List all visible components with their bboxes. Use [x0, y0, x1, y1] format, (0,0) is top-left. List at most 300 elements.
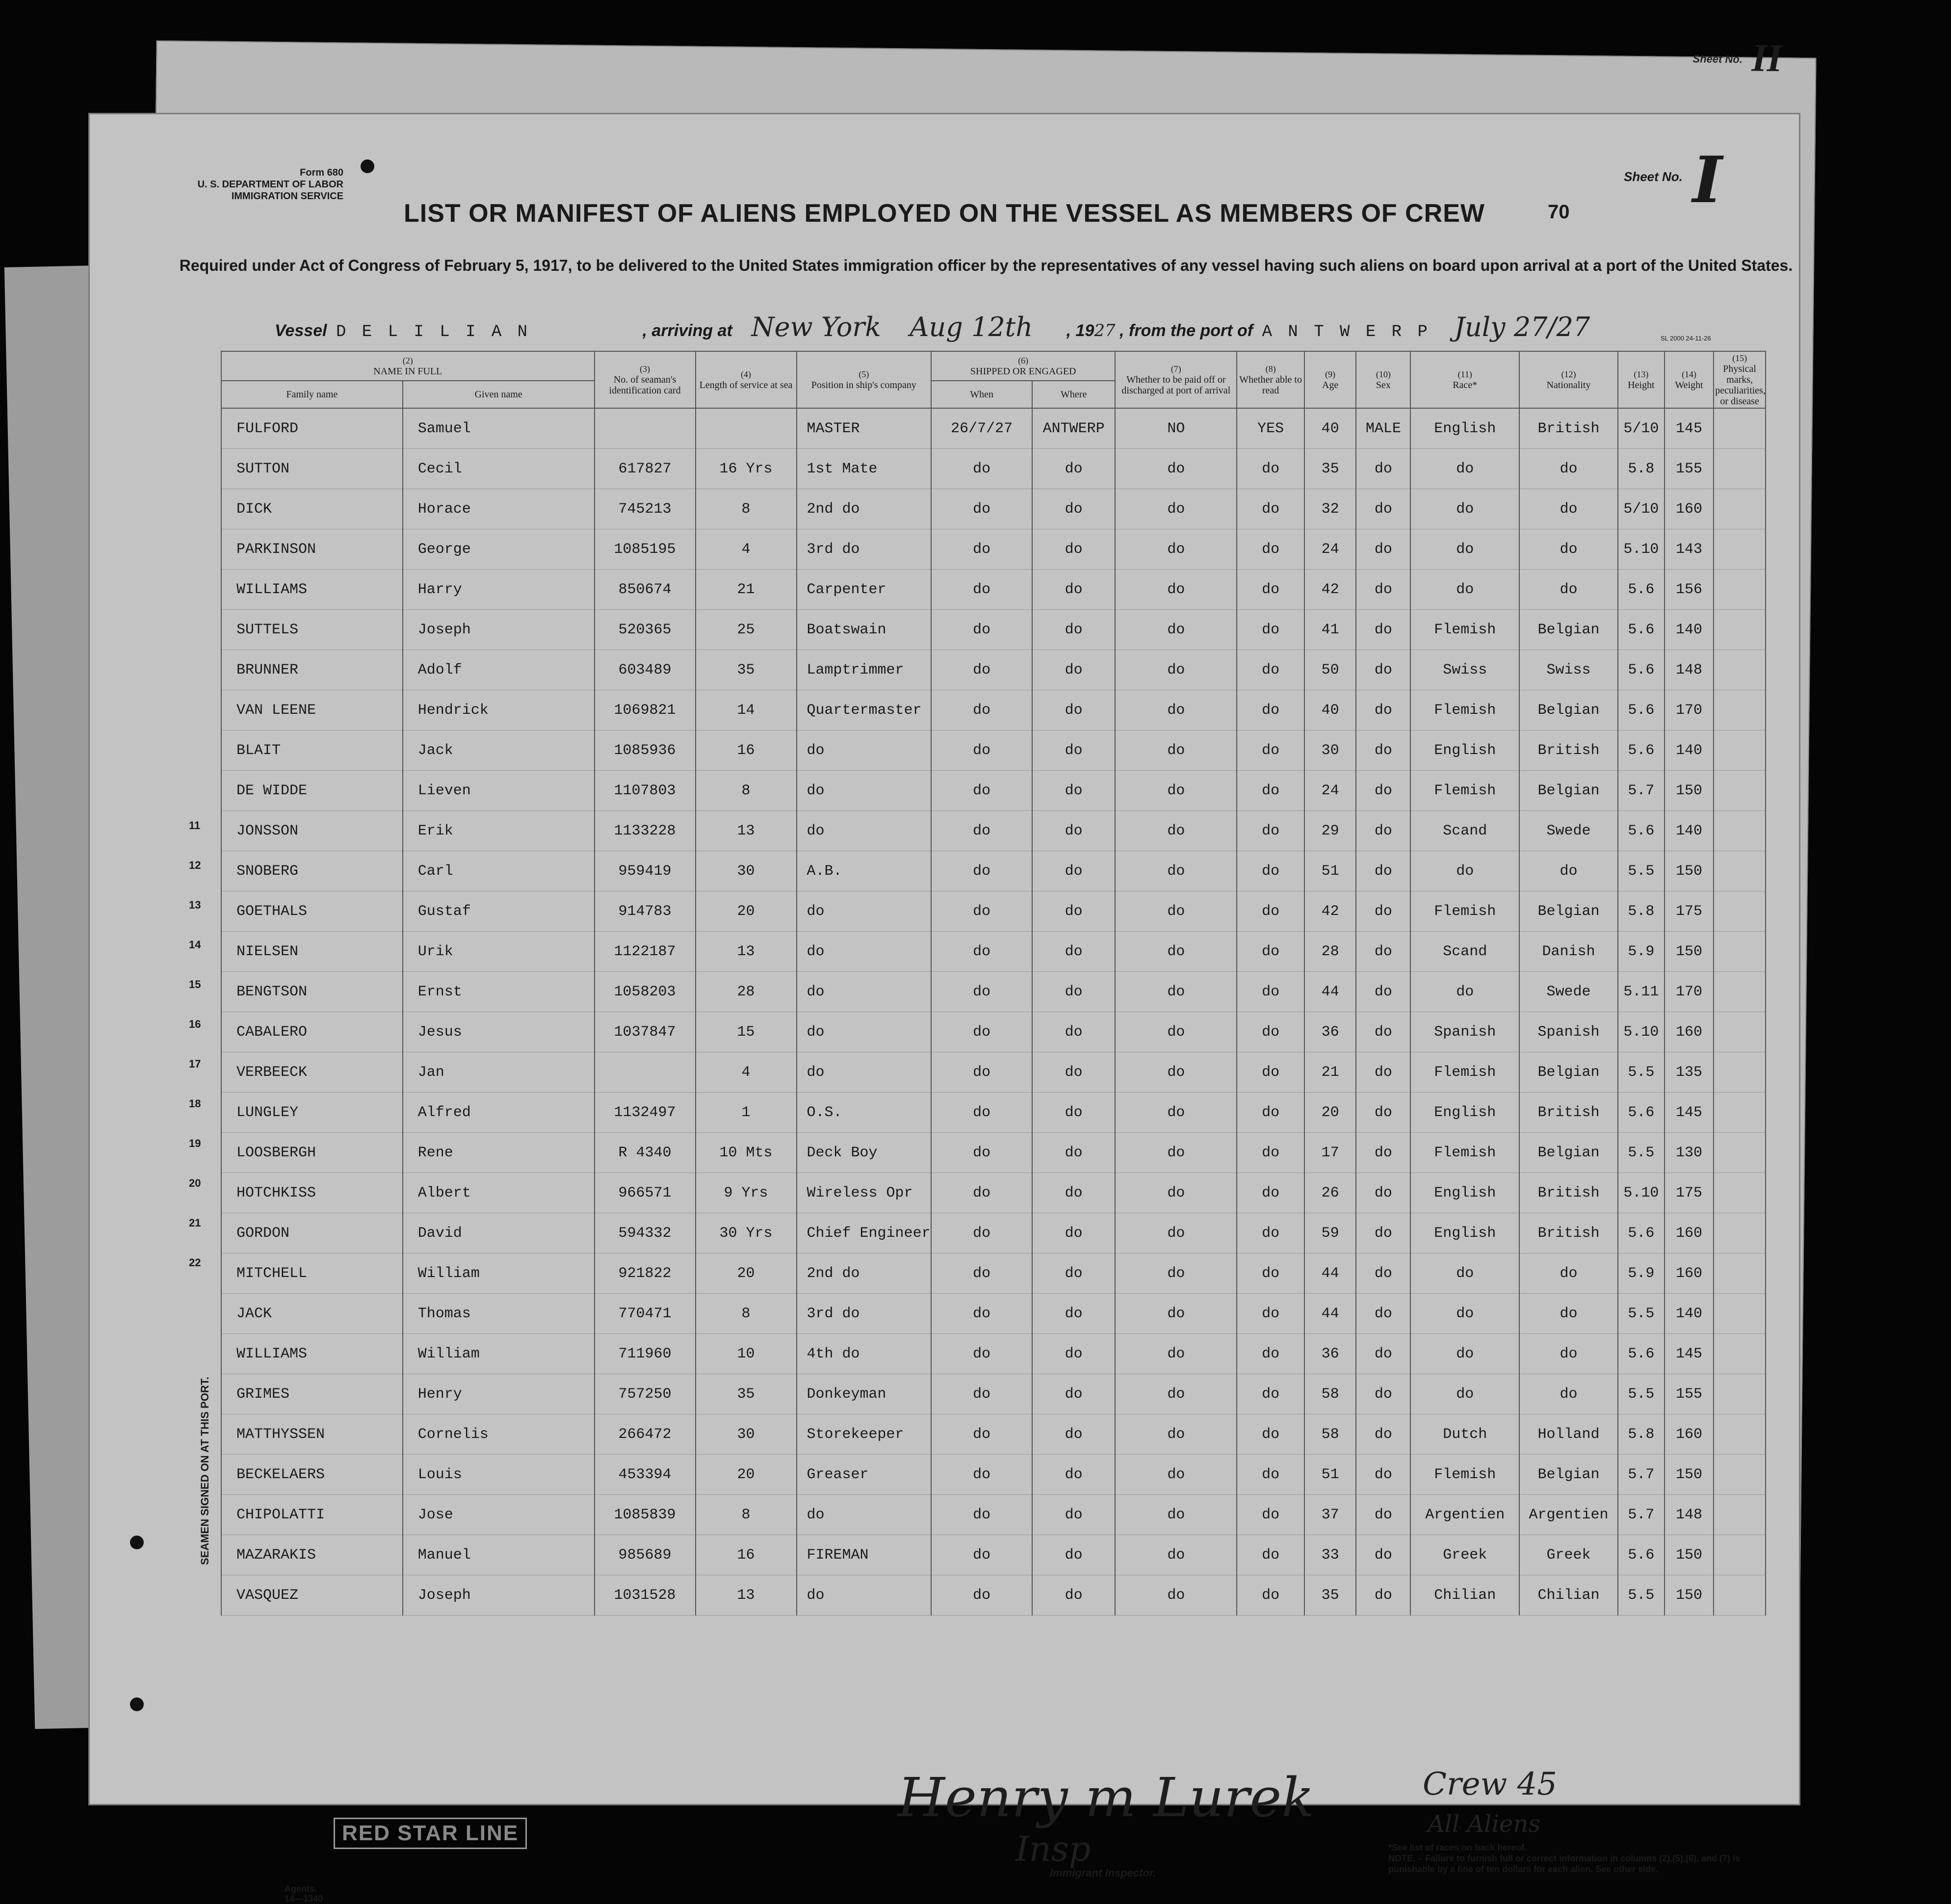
cell-position: FIREMAN	[797, 1535, 932, 1575]
cell-sex: do	[1356, 1213, 1410, 1253]
cell-sex: do	[1356, 610, 1410, 650]
cell-height: 5.6	[1618, 730, 1665, 771]
cell-read: do	[1237, 1334, 1304, 1374]
cell-paid: do	[1115, 972, 1237, 1012]
crew-row	[221, 1173, 1766, 1213]
cell-sex: do	[1356, 1012, 1410, 1052]
cell-weight: 150	[1665, 771, 1714, 811]
cell-race: do	[1410, 1294, 1519, 1334]
cell-paid: do	[1115, 1213, 1237, 1253]
row-number: 16	[189, 1018, 201, 1030]
cell-family: SUTTELS	[221, 610, 403, 650]
from-label: , from the port of	[1119, 321, 1253, 340]
cell-family: CABALERO	[221, 1012, 403, 1052]
cell-when: do	[931, 1575, 1032, 1616]
cell-where: do	[1032, 1535, 1115, 1575]
cell-marks	[1714, 1133, 1766, 1173]
row-number: 12	[189, 859, 201, 871]
crew-row	[221, 771, 1766, 811]
cell-family: DICK	[221, 489, 403, 529]
cell-marks	[1714, 891, 1766, 932]
cell-read: do	[1237, 1173, 1304, 1213]
cell-family: VASQUEZ	[221, 1575, 403, 1616]
cell-race: Chilian	[1410, 1575, 1519, 1616]
cell-height: 5.9	[1618, 1253, 1665, 1294]
cell-family: HOTCHKISS	[221, 1173, 403, 1213]
cell-family: WILLIAMS	[221, 570, 403, 610]
cell-length: 30	[696, 851, 797, 891]
side-label: SEAMEN SIGNED ON AT THIS PORT.	[199, 1377, 211, 1565]
cell-age: 59	[1304, 1213, 1356, 1253]
cell-length: 20	[696, 1253, 797, 1294]
cell-given: Harry	[403, 570, 595, 610]
cell-read: do	[1237, 650, 1304, 690]
cell-family: BRUNNER	[221, 650, 403, 690]
cell-height: 5.7	[1618, 1455, 1665, 1495]
cell-where: do	[1032, 1334, 1115, 1374]
cell-given: Erik	[403, 811, 595, 851]
cell-weight: 145	[1665, 408, 1714, 449]
cell-paid: do	[1115, 730, 1237, 771]
crew-row	[221, 449, 1766, 489]
cell-height: 5.6	[1618, 610, 1665, 650]
cell-race: do	[1410, 449, 1519, 489]
cell-card	[595, 408, 696, 449]
cell-nationality: do	[1519, 1253, 1618, 1294]
cell-nationality: do	[1519, 529, 1618, 570]
cell-where: do	[1032, 449, 1115, 489]
cell-sex: do	[1356, 1455, 1410, 1495]
row-number: 15	[189, 978, 201, 991]
cell-race: do	[1410, 1374, 1519, 1414]
cell-paid: do	[1115, 449, 1237, 489]
cell-paid: do	[1115, 1495, 1237, 1535]
cell-position: Wireless Opr	[797, 1173, 932, 1213]
cell-age: 40	[1304, 690, 1356, 730]
cell-age: 30	[1304, 730, 1356, 771]
cell-marks	[1714, 1334, 1766, 1374]
cell-weight: 140	[1665, 610, 1714, 650]
cell-card	[595, 1052, 696, 1093]
footnote-races: *See list of races on back hereof.	[1388, 1843, 1527, 1852]
cell-when: do	[931, 1374, 1032, 1414]
cell-nationality: Swede	[1519, 972, 1618, 1012]
cell-sex: do	[1356, 1093, 1410, 1133]
crew-row	[221, 811, 1766, 851]
cell-height: 5.8	[1618, 449, 1665, 489]
cell-family: SNOBERG	[221, 851, 403, 891]
cell-given: Lieven	[403, 771, 595, 811]
cell-weight: 170	[1665, 972, 1714, 1012]
cell-race: English	[1410, 408, 1519, 449]
cell-position: do	[797, 1495, 932, 1535]
cell-marks	[1714, 1012, 1766, 1052]
cell-where: do	[1032, 690, 1115, 730]
cell-read: YES	[1237, 408, 1304, 449]
form-identifier	[182, 167, 343, 202]
cell-paid: do	[1115, 1374, 1237, 1414]
cell-read: do	[1237, 972, 1304, 1012]
cell-position: 4th do	[797, 1334, 932, 1374]
cell-where: do	[1032, 610, 1115, 650]
cell-where: do	[1032, 1455, 1115, 1495]
cell-sex: do	[1356, 1535, 1410, 1575]
cell-nationality: do	[1519, 1334, 1618, 1374]
cell-race: Flemish	[1410, 891, 1519, 932]
back-sheet-number-label: Sheet No.	[1692, 52, 1743, 66]
row-number: 13	[189, 899, 201, 911]
cell-read: do	[1237, 529, 1304, 570]
cell-family: LOOSBERGH	[221, 1133, 403, 1173]
cell-family: GRIMES	[221, 1374, 403, 1414]
cell-paid: do	[1115, 1334, 1237, 1374]
cell-read: do	[1237, 851, 1304, 891]
cell-nationality: British	[1519, 1213, 1618, 1253]
cell-when: do	[931, 1535, 1032, 1575]
cell-when: do	[931, 1294, 1032, 1334]
cell-length: 20	[696, 1455, 797, 1495]
cell-family: VERBEECK	[221, 1052, 403, 1093]
cell-marks	[1714, 1495, 1766, 1535]
cell-race: do	[1410, 851, 1519, 891]
cell-when: do	[931, 1495, 1032, 1535]
cell-marks	[1714, 1093, 1766, 1133]
cell-nationality: Belgian	[1519, 1052, 1618, 1093]
crew-row	[221, 408, 1766, 449]
cell-length: 13	[696, 811, 797, 851]
row-number: 17	[189, 1058, 201, 1070]
arrival-date: Aug 12th	[910, 312, 1033, 342]
cell-when: do	[931, 529, 1032, 570]
cell-when: do	[931, 610, 1032, 650]
cell-race: Flemish	[1410, 771, 1519, 811]
cell-read: do	[1237, 811, 1304, 851]
cell-when: do	[931, 730, 1032, 771]
cell-marks	[1714, 1535, 1766, 1575]
cell-length: 10	[696, 1334, 797, 1374]
cell-when: do	[931, 489, 1032, 529]
cell-paid: do	[1115, 529, 1237, 570]
cell-age: 50	[1304, 650, 1356, 690]
crew-row	[221, 1455, 1766, 1495]
cell-given: Albert	[403, 1173, 595, 1213]
cell-position: do	[797, 1575, 932, 1616]
cell-when: do	[931, 1213, 1032, 1253]
from-port: A N T W E R P	[1262, 323, 1431, 341]
crew-row	[221, 932, 1766, 972]
column-12-header: (12) Nationality	[1519, 351, 1618, 408]
agents-block	[285, 1884, 323, 1904]
cell-age: 40	[1304, 408, 1356, 449]
cell-nationality: Danish	[1519, 932, 1618, 972]
cell-sex: do	[1356, 690, 1410, 730]
cell-marks	[1714, 771, 1766, 811]
cell-paid: do	[1115, 1012, 1237, 1052]
cell-position: Quartermaster	[797, 690, 932, 730]
cell-card: 757250	[595, 1374, 696, 1414]
cell-read: do	[1237, 449, 1304, 489]
cell-given: David	[403, 1213, 595, 1253]
cell-where: do	[1032, 1575, 1115, 1616]
department-label: U. S. DEPARTMENT OF LABOR	[197, 179, 343, 190]
crew-row	[221, 1052, 1766, 1093]
agents-code: 14—1340	[285, 1894, 323, 1904]
cell-nationality: do	[1519, 449, 1618, 489]
sheet-number-label: Sheet No.	[1624, 169, 1683, 184]
cell-nationality: British	[1519, 1093, 1618, 1133]
cell-read: do	[1237, 690, 1304, 730]
cell-given: Henry	[403, 1374, 595, 1414]
cell-marks	[1714, 730, 1766, 771]
cell-card: 594332	[595, 1213, 696, 1253]
cell-weight: 148	[1665, 650, 1714, 690]
cell-card: 745213	[595, 489, 696, 529]
cell-nationality: Belgian	[1519, 610, 1618, 650]
cell-weight: 135	[1665, 1052, 1714, 1093]
crew-row	[221, 1575, 1766, 1616]
manifest-body	[221, 408, 1766, 1616]
cell-family: LUNGLEY	[221, 1093, 403, 1133]
cell-marks	[1714, 1052, 1766, 1093]
page-subtitle: Required under Act of Congress of February 5, 1917, to be delivered to the United States immigration officer by the representatives of any vessel having such aliens on board upon arrival at a port of the United States.	[179, 257, 1793, 274]
cell-where: do	[1032, 1253, 1115, 1294]
cell-when: 26/7/27	[931, 408, 1032, 449]
inspector-label: Immigrant Inspector.	[1050, 1867, 1156, 1879]
cell-marks	[1714, 1173, 1766, 1213]
cell-marks	[1714, 1575, 1766, 1616]
cell-race: English	[1410, 730, 1519, 771]
cell-paid: do	[1115, 1173, 1237, 1213]
cell-race: English	[1410, 1173, 1519, 1213]
cell-read: do	[1237, 1253, 1304, 1294]
cell-given: Alfred	[403, 1093, 595, 1133]
cell-position: Chief Engineer	[797, 1213, 932, 1253]
cell-position: do	[797, 1052, 932, 1093]
cell-length: 16	[696, 1535, 797, 1575]
crew-row	[221, 1294, 1766, 1334]
cell-read: do	[1237, 1575, 1304, 1616]
cell-length: 8	[696, 489, 797, 529]
cell-race: do	[1410, 529, 1519, 570]
cell-height: 5.5	[1618, 1575, 1665, 1616]
cell-height: 5.6	[1618, 1213, 1665, 1253]
cell-position: A.B.	[797, 851, 932, 891]
cell-card: 959419	[595, 851, 696, 891]
cell-age: 28	[1304, 932, 1356, 972]
column-3-header: (3) No. of seaman's identification card	[595, 351, 696, 408]
crew-row	[221, 891, 1766, 932]
cell-race: Spanish	[1410, 1012, 1519, 1052]
cell-read: do	[1237, 610, 1304, 650]
cell-race: Swiss	[1410, 650, 1519, 690]
cell-height: 5.6	[1618, 690, 1665, 730]
cell-weight: 160	[1665, 1213, 1714, 1253]
cell-height: 5/10	[1618, 489, 1665, 529]
cell-when: do	[931, 1253, 1032, 1294]
crew-row	[221, 650, 1766, 690]
cell-height: 5.6	[1618, 1535, 1665, 1575]
column-2-header: (2) NAME IN FULL	[221, 351, 595, 381]
cell-height: 5.10	[1618, 1173, 1665, 1213]
cell-sex: do	[1356, 1294, 1410, 1334]
cell-marks	[1714, 529, 1766, 570]
cell-age: 36	[1304, 1012, 1356, 1052]
cell-read: do	[1237, 1133, 1304, 1173]
cell-position: Lamptrimmer	[797, 650, 932, 690]
cell-race: do	[1410, 1253, 1519, 1294]
cell-read: do	[1237, 1455, 1304, 1495]
crew-manifest-table	[221, 351, 1766, 1616]
cell-card: 1058203	[595, 972, 696, 1012]
name-in-full-label: NAME IN FULL	[373, 366, 442, 377]
cell-paid: do	[1115, 811, 1237, 851]
cell-height: 5.10	[1618, 1012, 1665, 1052]
cell-marks	[1714, 972, 1766, 1012]
cell-nationality: Argentien	[1519, 1495, 1618, 1535]
cell-card: 1132497	[595, 1093, 696, 1133]
cell-length: 35	[696, 1374, 797, 1414]
cell-read: do	[1237, 1374, 1304, 1414]
column-5-header: (5) Position in ship's company	[797, 351, 932, 408]
cell-when: do	[931, 1334, 1032, 1374]
cell-given: Jesus	[403, 1012, 595, 1052]
column-9-header: (9) Age	[1304, 351, 1356, 408]
cell-card: 966571	[595, 1173, 696, 1213]
cell-marks	[1714, 1455, 1766, 1495]
cell-age: 42	[1304, 891, 1356, 932]
cell-nationality: do	[1519, 851, 1618, 891]
cell-nationality: Belgian	[1519, 1455, 1618, 1495]
cell-family: BECKELAERS	[221, 1455, 403, 1495]
cell-height: 5/10	[1618, 408, 1665, 449]
cell-weight: 150	[1665, 1455, 1714, 1495]
cell-family: MITCHELL	[221, 1253, 403, 1294]
cell-when: do	[931, 690, 1032, 730]
cell-read: do	[1237, 771, 1304, 811]
cell-weight: 148	[1665, 1495, 1714, 1535]
cell-card: 1085936	[595, 730, 696, 771]
cell-age: 44	[1304, 1253, 1356, 1294]
cell-height: 5.5	[1618, 1374, 1665, 1414]
cell-sex: do	[1356, 972, 1410, 1012]
cell-when: do	[931, 972, 1032, 1012]
cell-length	[696, 408, 797, 449]
cell-family: SUTTON	[221, 449, 403, 489]
cell-marks	[1714, 851, 1766, 891]
cell-race: Scand	[1410, 811, 1519, 851]
cell-weight: 175	[1665, 1173, 1714, 1213]
cell-given: Joseph	[403, 610, 595, 650]
family-name-header: Family name	[221, 381, 403, 408]
cell-sex: do	[1356, 1334, 1410, 1374]
cell-weight: 143	[1665, 529, 1714, 570]
cell-height: 5.6	[1618, 1093, 1665, 1133]
cell-card: 617827	[595, 449, 696, 489]
cell-weight: 145	[1665, 1334, 1714, 1374]
cell-age: 51	[1304, 851, 1356, 891]
cell-nationality: do	[1519, 1374, 1618, 1414]
cell-given: Jan	[403, 1052, 595, 1093]
cell-when: do	[931, 851, 1032, 891]
cell-weight: 160	[1665, 1414, 1714, 1455]
cell-where: do	[1032, 1012, 1115, 1052]
column-7-header: (7) Whether to be paid off or discharged at port of arrival	[1115, 351, 1237, 408]
cell-height: 5.9	[1618, 932, 1665, 972]
cell-sex: do	[1356, 771, 1410, 811]
cell-paid: do	[1115, 891, 1237, 932]
cell-given: Jack	[403, 730, 595, 771]
column-4-header: (4) Length of service at sea	[696, 351, 797, 408]
cell-length: 4	[696, 1052, 797, 1093]
punch-hole	[361, 159, 374, 173]
cell-age: 24	[1304, 771, 1356, 811]
cell-height: 5.7	[1618, 771, 1665, 811]
column-14-header: (14) Weight	[1665, 351, 1714, 408]
cell-given: Samuel	[403, 408, 595, 449]
row-number: 21	[189, 1217, 201, 1229]
cell-read: do	[1237, 489, 1304, 529]
cell-age: 35	[1304, 449, 1356, 489]
cell-height: 5.6	[1618, 1334, 1665, 1374]
cell-marks	[1714, 1213, 1766, 1253]
cell-when: do	[931, 811, 1032, 851]
cell-length: 8	[696, 1495, 797, 1535]
cell-length: 30 Yrs	[696, 1213, 797, 1253]
cell-length: 8	[696, 771, 797, 811]
cell-position: Greaser	[797, 1455, 932, 1495]
crew-row	[221, 1495, 1766, 1535]
when-header: When	[931, 381, 1032, 408]
cell-family: NIELSEN	[221, 932, 403, 972]
cell-height: 5.7	[1618, 1495, 1665, 1535]
row-number: 18	[189, 1097, 201, 1110]
red-star-line-stamp: RED STAR LINE	[334, 1818, 527, 1849]
arriving-label: , arriving at	[642, 321, 732, 340]
service-label: IMMIGRATION SERVICE	[231, 191, 343, 202]
cell-sex: do	[1356, 529, 1410, 570]
cell-when: do	[931, 1133, 1032, 1173]
cell-sex: do	[1356, 449, 1410, 489]
cell-card: 711960	[595, 1334, 696, 1374]
cell-age: 36	[1304, 1334, 1356, 1374]
cell-card: 850674	[595, 570, 696, 610]
cell-weight: 150	[1665, 1535, 1714, 1575]
cell-paid: NO	[1115, 408, 1237, 449]
cell-length: 35	[696, 650, 797, 690]
cell-where: do	[1032, 1495, 1115, 1535]
cell-when: do	[931, 932, 1032, 972]
cell-length: 20	[696, 891, 797, 932]
cell-nationality: Belgian	[1519, 771, 1618, 811]
cell-race: Argentien	[1410, 1495, 1519, 1535]
cell-weight: 155	[1665, 449, 1714, 489]
crew-row	[221, 1414, 1766, 1455]
cell-paid: do	[1115, 1455, 1237, 1495]
cell-position: do	[797, 891, 932, 932]
cell-read: do	[1237, 1213, 1304, 1253]
cell-age: 44	[1304, 972, 1356, 1012]
cell-age: 35	[1304, 1575, 1356, 1616]
cell-given: Manuel	[403, 1535, 595, 1575]
cell-paid: do	[1115, 932, 1237, 972]
cell-paid: do	[1115, 851, 1237, 891]
cell-paid: do	[1115, 1133, 1237, 1173]
cell-sex: do	[1356, 811, 1410, 851]
cell-marks	[1714, 932, 1766, 972]
cell-position: MASTER	[797, 408, 932, 449]
cell-where: do	[1032, 570, 1115, 610]
cell-nationality: Greek	[1519, 1535, 1618, 1575]
